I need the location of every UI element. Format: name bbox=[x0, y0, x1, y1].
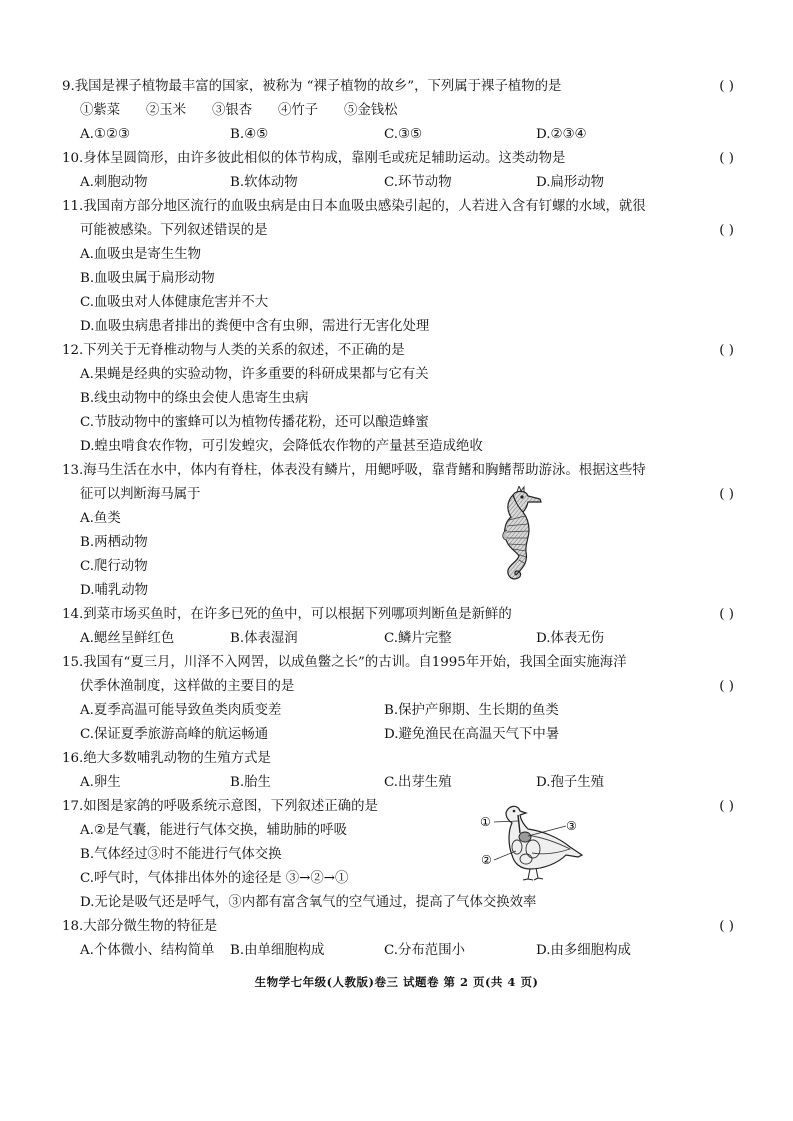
option-c: C.环节动物 bbox=[384, 175, 452, 190]
answer-blank: ( ) bbox=[719, 79, 734, 94]
item: ③银杏 bbox=[212, 103, 253, 118]
option-d: D.②③④ bbox=[536, 127, 587, 142]
option-c: C.节肢动物中的蜜蜂可以为植物传播花粉，还可以酿造蜂蜜 bbox=[80, 415, 429, 430]
option-a: A.②是气囊，能进行气体交换，辅助肺的呼吸 bbox=[80, 823, 347, 838]
question-10-stem: 10.身体呈圆筒形，由许多彼此相似的体节构成，靠刚毛或疣足辅助运动。这类动物是 ( ) bbox=[62, 147, 734, 171]
question-17-stem: 17.如图是家鸽的呼吸系统示意图，下列叙述正确的是 ( ) bbox=[62, 795, 734, 819]
question-9-stem: 9.我国是裸子植物最丰富的国家，被称为 “裸子植物的故乡”，下列属于裸子植物的是 ( ) bbox=[62, 75, 734, 99]
option-d: D.避免渔民在高温天气下中暑 bbox=[384, 727, 560, 742]
question-16-stem: 16.绝大多数哺乳动物的生殖方式是 bbox=[62, 751, 271, 766]
question-12-stem: 12.下列关于无脊椎动物与人类的关系的叙述，不正确的是 ( ) bbox=[62, 339, 734, 363]
label-2: ② bbox=[481, 853, 492, 867]
option-a: A.夏季高温可能导致鱼类肉质变差 bbox=[80, 703, 282, 718]
answer-blank: ( ) bbox=[719, 343, 734, 358]
option-c: C.出芽生殖 bbox=[384, 775, 452, 790]
item: ⑤金钱松 bbox=[344, 103, 398, 118]
option-b: B.两栖动物 bbox=[80, 535, 148, 550]
option-a: A.刺胞动物 bbox=[80, 175, 148, 190]
question-10-options bbox=[80, 171, 734, 195]
option-b: B.胎生 bbox=[230, 775, 271, 790]
option-d: D.哺乳动物 bbox=[80, 583, 149, 598]
question-11-stem-cont: 可能被感染。下列叙述错误的是 ( ) bbox=[80, 219, 734, 243]
option-d: D.扁形动物 bbox=[536, 175, 605, 190]
option-d: D.血吸虫病患者排出的粪便中含有虫卵，需进行无害化处理 bbox=[80, 319, 430, 334]
option-c: C.鳞片完整 bbox=[384, 631, 452, 646]
option-b: B.④⑤ bbox=[230, 127, 269, 142]
page-footer: 生物学七年级(人教版)卷三 试题卷 第 2 页(共 4 页) bbox=[254, 975, 539, 989]
option-c: C.保证夏季旅游高峰的航运畅通 bbox=[80, 727, 269, 742]
question-15-stem: 15.我国有“夏三月，川泽不入网罟，以成鱼鳖之长”的古训。自1995年开始，我国全面实施海洋 bbox=[62, 655, 627, 670]
question-15-options-ab bbox=[80, 699, 734, 723]
option-a: A.血吸虫是寄生生物 bbox=[80, 247, 202, 262]
label-1: ① bbox=[480, 815, 491, 829]
option-b: B.线虫动物中的绦虫会使人患寄生虫病 bbox=[80, 391, 309, 406]
question-18-stem: 18.大部分微生物的特征是 ( ) bbox=[62, 915, 734, 939]
answer-blank: ( ) bbox=[719, 799, 734, 814]
question-15-options-cd bbox=[80, 723, 734, 747]
label-3: ③ bbox=[566, 819, 577, 833]
option-d: D.无论是吸气还是呼气，③内都有富含氧气的空气通过，提高了气体交换效率 bbox=[80, 895, 537, 910]
question-13-stem: 13.海马生活在水中，体内有脊柱，体表没有鳞片，用鳃呼吸，靠背鳍和胸鳍帮助游泳。根据这些特 bbox=[62, 463, 646, 478]
option-b: B.体表湿润 bbox=[230, 631, 298, 646]
option-a: A.鱼类 bbox=[80, 511, 121, 526]
option-d: D.由多细胞构成 bbox=[536, 943, 631, 958]
question-14-stem: 14.到菜市场买鱼时，在许多已死的鱼中，可以根据下列哪项判断鱼是新鲜的 ( ) bbox=[62, 603, 734, 627]
question-13-stem-cont: 征可以判断海马属于 ( ) bbox=[80, 483, 734, 507]
option-d: D.孢子生殖 bbox=[536, 775, 605, 790]
item: ②玉米 bbox=[146, 103, 187, 118]
question-11-stem: 11.我国南方部分地区流行的血吸虫病是由日本血吸虫感染引起的，人若进入含有钉螺的水域，就很 bbox=[62, 199, 646, 214]
option-a: A.卵生 bbox=[80, 775, 121, 790]
option-a: A.个体微小、结构简单 bbox=[80, 943, 215, 958]
question-18-options bbox=[80, 939, 734, 963]
option-d: D.体表无伤 bbox=[536, 631, 605, 646]
item: ①紫菜 bbox=[80, 103, 121, 118]
option-c: C.分布范围小 bbox=[384, 943, 465, 958]
option-a: A.果蝇是经典的实验动物，许多重要的科研成果都与它有关 bbox=[80, 367, 429, 382]
option-a: A.鳃丝呈鲜红色 bbox=[80, 631, 175, 646]
option-b: B.气体经过③时不能进行气体交换 bbox=[80, 847, 282, 862]
option-b: B.保护产卵期、生长期的鱼类 bbox=[384, 703, 559, 718]
question-15-stem-cont: 伏季休渔制度，这样做的主要目的是 ( ) bbox=[80, 675, 734, 699]
question-16-options bbox=[80, 771, 734, 795]
question-9-options bbox=[80, 123, 734, 147]
question-9-items bbox=[80, 99, 734, 123]
pigeon-respiratory-system-diagram bbox=[478, 801, 588, 881]
option-c: C.呼气时，气体排出体外的途径是 ③→②→① bbox=[80, 871, 349, 886]
option-c: C.③⑤ bbox=[384, 127, 423, 142]
seahorse-illustration bbox=[495, 486, 545, 582]
item: ④竹子 bbox=[278, 103, 319, 118]
question-14-options bbox=[80, 627, 734, 651]
answer-blank: ( ) bbox=[719, 679, 734, 694]
option-c: C.血吸虫对人体健康危害并不大 bbox=[80, 295, 269, 310]
option-b: B.由单细胞构成 bbox=[230, 943, 325, 958]
option-a: A.①②③ bbox=[80, 127, 130, 142]
answer-blank: ( ) bbox=[719, 919, 734, 934]
answer-blank: ( ) bbox=[719, 607, 734, 622]
answer-blank: ( ) bbox=[719, 487, 734, 502]
option-b: B.血吸虫属于扁形动物 bbox=[80, 271, 215, 286]
answer-blank: ( ) bbox=[719, 223, 734, 238]
option-d: D.蝗虫啃食农作物，可引发蝗灾，会降低农作物的产量甚至造成绝收 bbox=[80, 439, 483, 454]
option-c: C.爬行动物 bbox=[80, 559, 148, 574]
answer-blank: ( ) bbox=[719, 151, 734, 166]
option-b: B.软体动物 bbox=[230, 175, 298, 190]
